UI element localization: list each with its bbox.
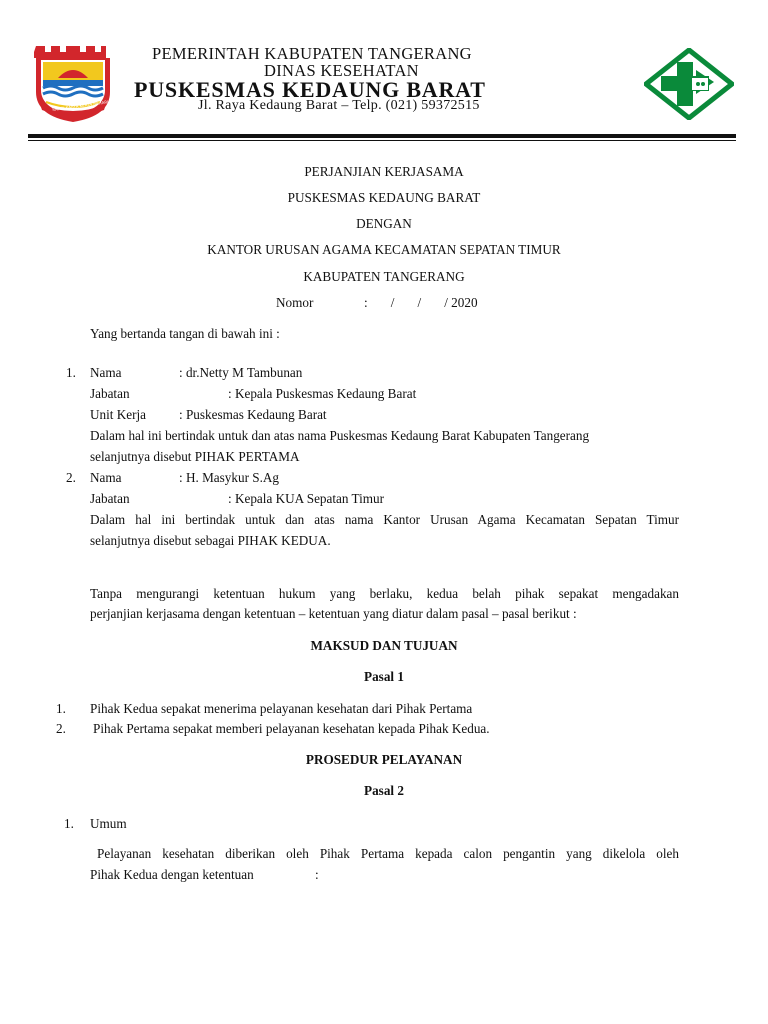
party1-unit-label: Unit Kerja — [90, 407, 147, 422]
preamble-line2: perjanjian kerjasama dengan ketentuan – ketentuan yang diatur dalam pasal – pasal berikut : — [90, 606, 577, 621]
nomor-value: : / / / 2020 — [364, 295, 478, 310]
section1-heading: MAKSUD DAN TUJUAN — [310, 638, 458, 653]
tangerang-emblem-icon — [34, 44, 112, 124]
emblem-motto: SATYA KARYA KERTA RAHARJA — [51, 98, 112, 113]
section2-item1-label: Umum — [90, 816, 127, 831]
party2-desc-line2: selanjutnya disebut sebagai PIHAK KEDUA. — [90, 533, 331, 548]
party1-unit-value: : Puskesmas Kedaung Barat — [179, 407, 327, 422]
party2-jabatan-value: : Kepala KUA Sepatan Timur — [228, 491, 385, 506]
section1-item1-number: 1. — [56, 701, 66, 716]
letterhead-rule-thin — [28, 140, 736, 141]
party1-jabatan-label: Jabatan — [90, 386, 130, 401]
title-line1: PERJANJIAN KERJASAMA — [304, 164, 464, 179]
section1-item1-text: Pihak Kedua sepakat menerima pelayanan kesehatan dari Pihak Pertama — [90, 701, 473, 716]
title-line2: PUSKESMAS KEDAUNG BARAT — [287, 190, 481, 205]
section2-para-line2: Pihak Kedua dengan ketentuan — [90, 867, 254, 882]
party2-desc-line1: Dalam hal ini bertindak untuk dan atas nama Kantor Urusan Agama Kecamatan Sepatan Timur — [90, 512, 679, 527]
section2-pasal: Pasal 2 — [364, 783, 404, 798]
section2-heading: PROSEDUR PELAYANAN — [305, 752, 463, 767]
puskesmas-logo-icon — [644, 48, 734, 120]
section1-pasal: Pasal 1 — [364, 669, 404, 684]
title-line3: DENGAN — [356, 216, 412, 231]
section1-item2-text: Pihak Pertama sepakat memberi pelayanan kesehatan kepada Pihak Kedua. — [93, 721, 490, 736]
title-line5: KABUPATEN TANGERANG — [303, 269, 465, 284]
section2-para-colon: : — [315, 867, 319, 882]
section2-item1-number: 1. — [64, 816, 74, 831]
party2-number: 2. — [66, 470, 76, 485]
letterhead-address: Jl. Raya Kedaung Barat – Telp. (021) 59372515 — [198, 98, 480, 113]
nomor-label: Nomor — [276, 295, 314, 310]
party1-desc-line2: selanjutnya disebut PIHAK PERTAMA — [90, 449, 300, 464]
letterhead-line1: PEMERINTAH KABUPATEN TANGERANG — [152, 44, 472, 63]
party1-desc-line1: Dalam hal ini bertindak untuk dan atas nama Puskesmas Kedaung Barat Kabupaten Tangerang — [90, 428, 590, 443]
letterhead-line3: PUSKESMAS KEDAUNG BARAT — [134, 77, 486, 102]
party1-number: 1. — [66, 365, 76, 380]
party2-nama-value: : H. Masykur S.Ag — [179, 470, 280, 485]
preamble-line1: Tanpa mengurangi ketentuan hukum yang berlaku, kedua belah pihak sepakat mengadakan — [90, 586, 679, 601]
party1-nama-value: : dr.Netty M Tambunan — [179, 365, 303, 380]
title-line4: KANTOR URUSAN AGAMA KECAMATAN SEPATAN TIMUR — [207, 242, 561, 257]
letterhead-rule-thick — [28, 134, 736, 138]
section2-para-line1: Pelayanan kesehatan diberikan oleh Pihak Pertama kepada calon pengantin yang dikelola oleh — [97, 846, 679, 861]
section1-item2-number: 2. — [56, 721, 66, 736]
letterhead-line2: DINAS KESEHATAN — [264, 61, 419, 80]
party2-jabatan-label: Jabatan — [90, 491, 130, 506]
party1-nama-label: Nama — [90, 365, 122, 380]
party1-jabatan-value: : Kepala Puskesmas Kedaung Barat — [228, 386, 417, 401]
party2-nama-label: Nama — [90, 470, 122, 485]
intro-text: Yang bertanda tangan di bawah ini : — [90, 326, 280, 341]
